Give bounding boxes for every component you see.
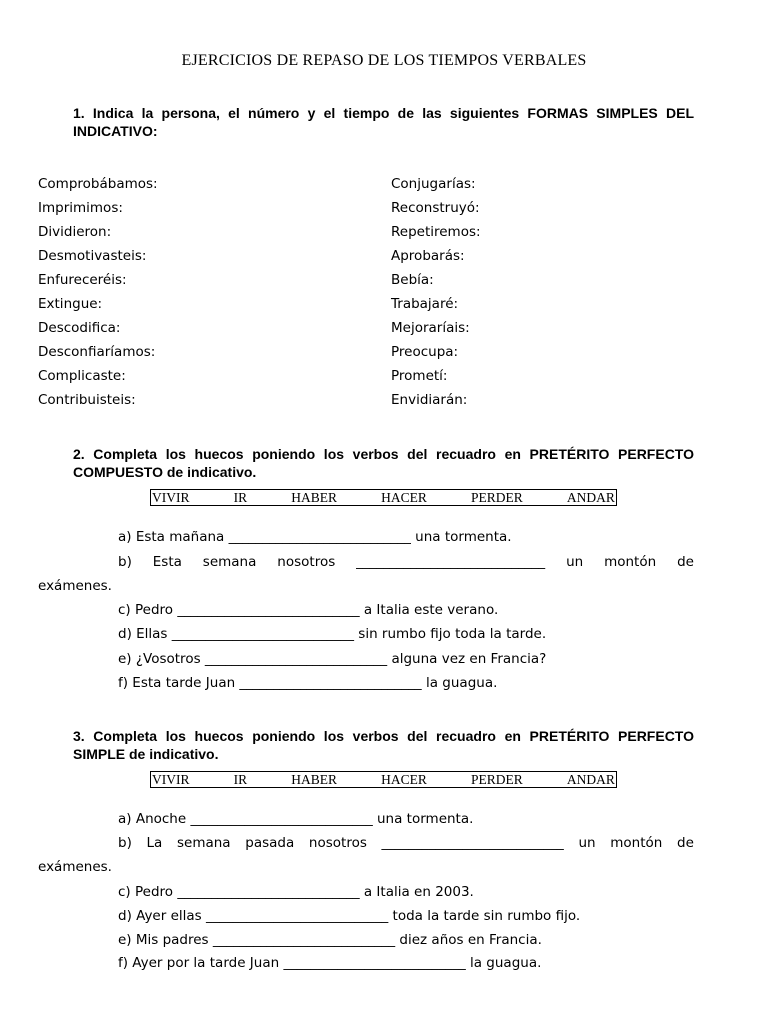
verb-form-item: Prometí:: [391, 368, 448, 384]
verb-form-item: Trabajaré:: [391, 296, 459, 312]
exercise-3-item-b: [118, 834, 694, 852]
exercise-2-item-b: [118, 553, 694, 571]
exercise-2-item-c: c) Pedro ___________________________ a Italia este verano.: [118, 602, 499, 618]
sentence-word: b): [118, 554, 132, 570]
exercise-3-item-c: c) Pedro ___________________________ a Italia en 2003.: [118, 884, 474, 900]
verb-form-item: Envidiarán:: [391, 392, 468, 408]
verb-box-word: IR: [233, 771, 248, 787]
exercise-3-heading: 3. Completa los huecos poniendo los verbos del recuadro en PRETÉRITO PERFECTO SIMPLE de indicativo.: [73, 728, 694, 762]
sentence-word: montón: [610, 835, 663, 851]
sentence-word: La: [146, 835, 163, 851]
sentence-word: de: [677, 835, 694, 851]
verb-box-word: PERDER: [471, 771, 523, 787]
verb-form-item: Extingue:: [38, 296, 103, 312]
verb-form-item: Mejoraríais:: [391, 320, 470, 336]
verb-form-item: Comprobábamos:: [38, 176, 158, 192]
verb-form-item: Complicaste:: [38, 368, 126, 384]
sentence-word: semana: [202, 554, 257, 570]
exercise-3-item-b-continuation: exámenes.: [38, 859, 112, 875]
exercise-2-item-e: e) ¿Vosotros ___________________________ alguna vez en Francia?: [118, 651, 547, 667]
exercise-2-item-d: d) Ellas ___________________________ sin rumbo fijo toda la tarde.: [118, 626, 547, 642]
sentence-word: nosotros: [277, 554, 336, 570]
verb-box-word: HABER: [291, 489, 338, 505]
verb-form-item: Dividieron:: [38, 224, 112, 240]
exercise-2-heading: 2. Completa los huecos poniendo los verbos del recuadro en PRETÉRITO PERFECTO COMPUESTO de indicativo.: [73, 446, 694, 480]
sentence-word: b): [118, 835, 132, 851]
sentence-word: de: [677, 554, 694, 570]
sentence-word: montón: [604, 554, 657, 570]
verb-form-item: Descodifica:: [38, 320, 121, 336]
exercise-2-item-f: f) Esta tarde Juan ___________________________ la guagua.: [118, 675, 498, 691]
verb-form-item: Desmotivasteis:: [38, 248, 147, 264]
sentence-word: nosotros: [308, 835, 367, 851]
verb-form-item: Bebía:: [391, 272, 434, 288]
verb-list-left: [38, 172, 158, 412]
verb-box-word: HACER: [381, 489, 427, 505]
exercise-2-verb-box: [150, 489, 617, 506]
verb-form-item: Conjugarías:: [391, 176, 476, 192]
verb-box-word: HABER: [291, 771, 338, 787]
verb-box-word: ANDAR: [566, 489, 615, 505]
exercise-2-item-a: a) Esta mañana ___________________________ una tormenta.: [118, 529, 512, 545]
sentence-word: pasada: [245, 835, 295, 851]
exercise-1-heading: 1. Indica la persona, el número y el tiempo de las siguientes FORMAS SIMPLES DEL INDICATIVO:: [73, 105, 694, 139]
exercise-3-item-a: a) Anoche ___________________________ una tormenta.: [118, 811, 474, 827]
sentence-word: semana: [176, 835, 231, 851]
exercise-3-item-e: e) Mis padres ___________________________ diez años en Francia.: [118, 932, 542, 948]
verb-box-word: IR: [233, 489, 248, 505]
sentence-word: ___________________________: [381, 835, 564, 851]
sentence-word: ____________________________: [356, 554, 546, 570]
verb-form-item: Aprobarás:: [391, 248, 465, 264]
verb-form-item: Desconfiaríamos:: [38, 344, 156, 360]
sentence-word: un: [566, 554, 584, 570]
exercise-3-verb-box: [150, 771, 617, 788]
verb-box-word: HACER: [381, 771, 427, 787]
exercise-3-item-f: f) Ayer por la tarde Juan ___________________________ la guagua.: [118, 955, 542, 971]
verb-form-item: Preocupa:: [391, 344, 459, 360]
verb-box-word: ANDAR: [566, 771, 615, 787]
exercise-2-item-b-continuation: exámenes.: [38, 578, 112, 594]
verb-box-word: PERDER: [471, 489, 523, 505]
sentence-word: Esta: [152, 554, 182, 570]
exercise-3-item-d: d) Ayer ellas ___________________________ toda la tarde sin rumbo fijo.: [118, 908, 581, 924]
page-title: EJERCICIOS DE REPASO DE LOS TIEMPOS VERBALES: [181, 52, 587, 69]
verb-form-item: Repetiremos:: [391, 224, 481, 240]
sentence-word: un: [578, 835, 596, 851]
verb-list-right: [391, 172, 481, 412]
verb-form-item: Contribuisteis:: [38, 392, 136, 408]
verb-box-word: VIVIR: [152, 771, 190, 787]
verb-box-word: VIVIR: [152, 489, 190, 505]
verb-form-item: Enfureceréis:: [38, 272, 127, 288]
verb-form-item: Imprimimos:: [38, 200, 123, 216]
verb-form-item: Reconstruyó:: [391, 200, 480, 216]
